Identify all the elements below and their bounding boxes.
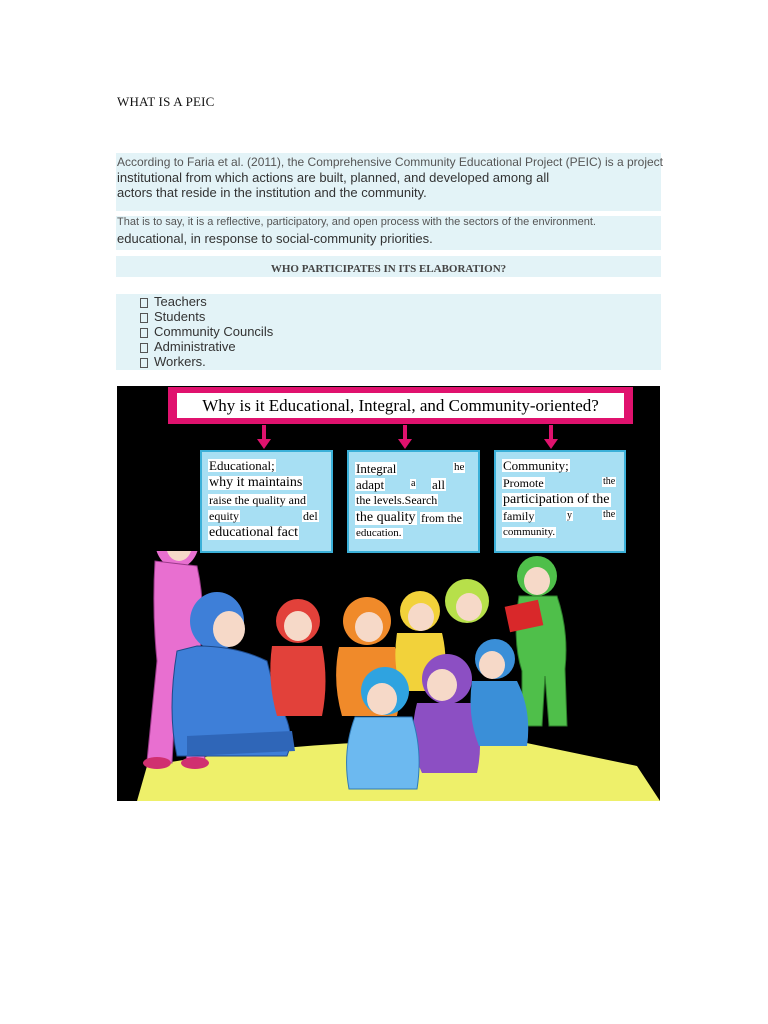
checkbox-glyph-icon bbox=[140, 313, 148, 323]
educational-box: Educational; why it maintains raise the quality and equity del educational fact bbox=[200, 450, 333, 553]
list-item: Teachers bbox=[140, 294, 273, 309]
list-item: Administrative bbox=[140, 339, 273, 354]
intro-line: According to Faria et al. (2011), the Comprehensive Community Educational Project (PEIC) is a project bbox=[117, 155, 664, 169]
checkbox-glyph-icon bbox=[140, 328, 148, 338]
participants-list bbox=[116, 294, 661, 370]
children-illustration bbox=[117, 551, 660, 801]
child-figure bbox=[270, 599, 325, 716]
figure-banner bbox=[168, 387, 633, 424]
arrow-down-icon bbox=[257, 425, 271, 449]
child-figure bbox=[445, 579, 489, 623]
divider bbox=[116, 250, 661, 256]
section-heading: WHO PARTICIPATES IN ITS ELABORATION? bbox=[270, 263, 507, 275]
checkbox-glyph-icon bbox=[140, 343, 148, 353]
checkbox-glyph-icon bbox=[140, 298, 148, 308]
intro-line: That is to say, it is a reflective, participatory, and open process with the sectors of the environment. bbox=[117, 216, 596, 228]
intro-line: actors that reside in the institution and the community. bbox=[117, 185, 427, 200]
checkbox-glyph-icon bbox=[140, 358, 148, 368]
banner-title: Why is it Educational, Integral, and Community-oriented? bbox=[177, 393, 624, 418]
list-item: Community Councils bbox=[140, 324, 273, 339]
arrow-down-icon bbox=[544, 425, 558, 449]
intro-line: educational, in response to social-community priorities. bbox=[117, 231, 433, 246]
intro-line: institutional from which actions are built, planned, and developed among all bbox=[117, 170, 550, 185]
integral-box: Integral he adapt a all the levels.Search the quality from the education. bbox=[347, 450, 480, 553]
list-item: Workers. bbox=[140, 354, 273, 369]
page-title: WHAT IS A PEIC bbox=[117, 94, 215, 109]
arrow-down-icon bbox=[398, 425, 412, 449]
child-figure bbox=[413, 654, 480, 773]
illustration-figure bbox=[117, 386, 660, 801]
intro-section bbox=[116, 153, 664, 277]
community-box: Community; Promote the participation of the family y the community. bbox=[494, 450, 626, 553]
list-item: Students bbox=[140, 309, 273, 324]
